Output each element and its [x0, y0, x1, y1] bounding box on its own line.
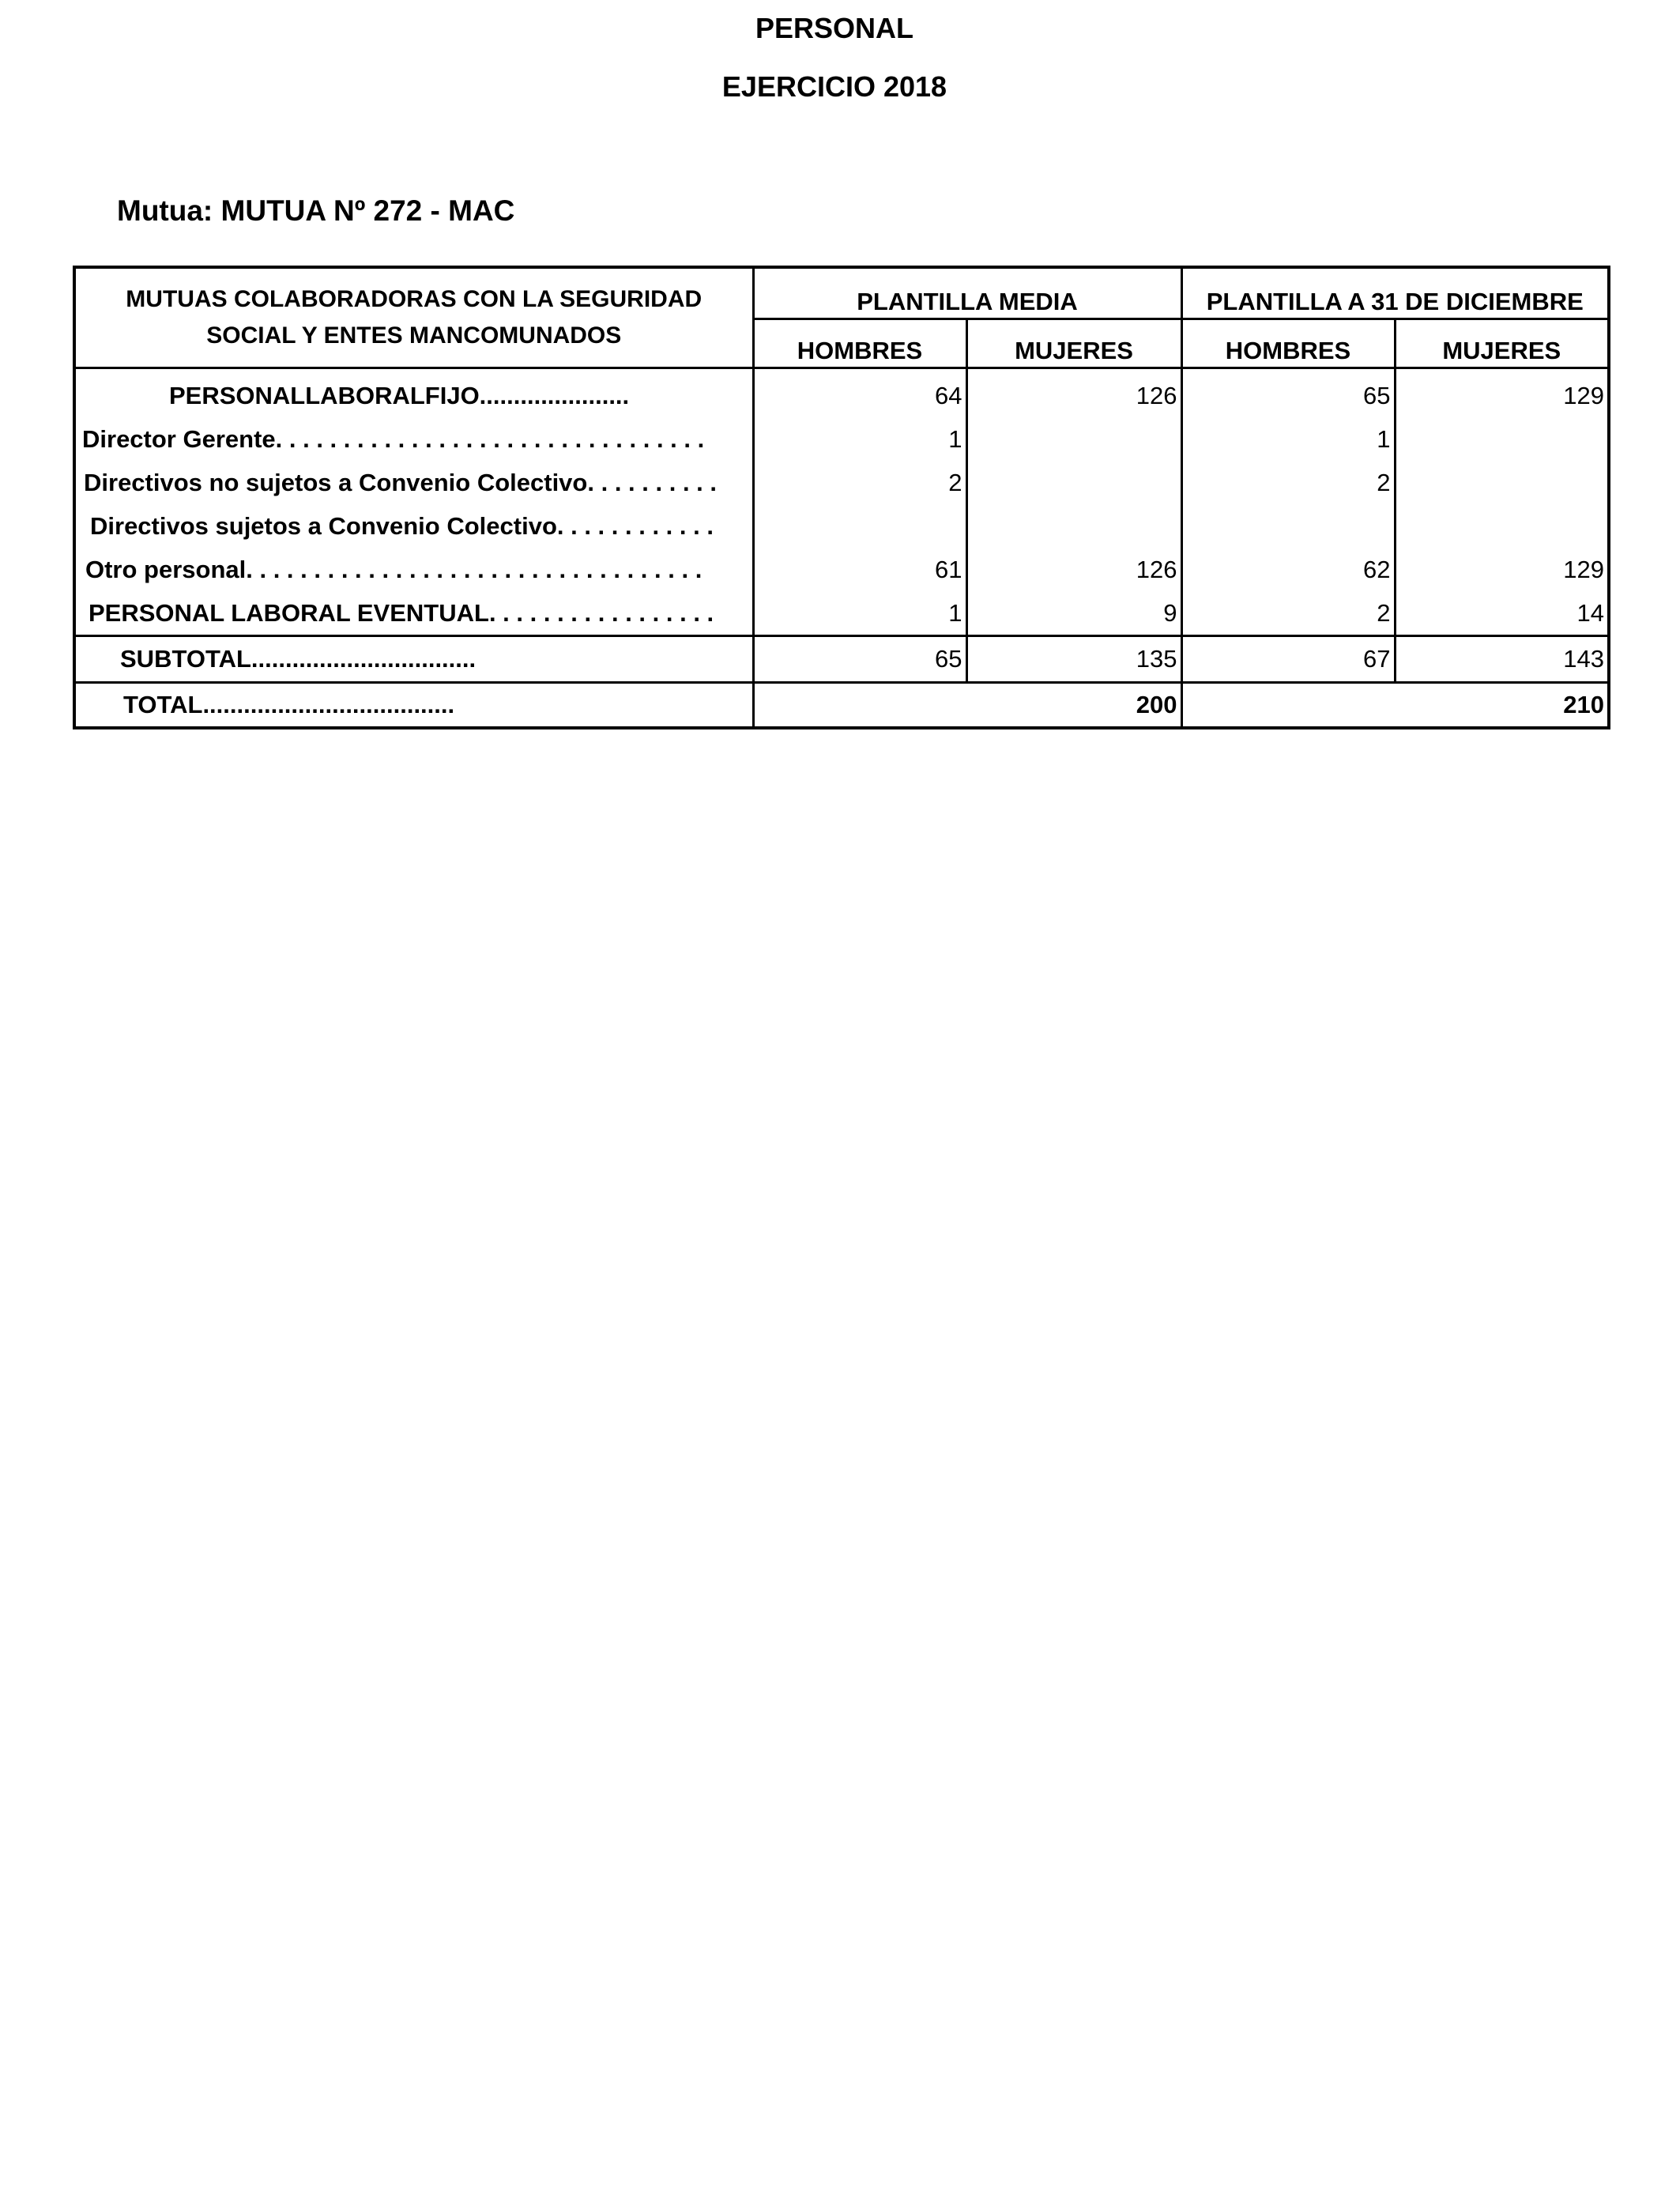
subtotal-row	[74, 636, 1609, 683]
row-label: Directivos no sujetos a Convenio Colectivo. . . . . . . . . .	[74, 461, 753, 504]
col-header-hombres-media: HOMBRES	[753, 319, 966, 368]
cell-mujeres-media	[966, 504, 1181, 548]
cell-hombres-diciembre: 65	[1181, 368, 1395, 418]
row-label: Director Gerente. . . . . . . . . . . . . . . . . . . . . . . . . . . . . . . .	[74, 417, 753, 461]
table-row	[74, 504, 1609, 548]
cell-mujeres-diciembre	[1395, 417, 1609, 461]
cell-mujeres-diciembre	[1395, 504, 1609, 548]
table-row	[74, 548, 1609, 591]
group-header-plantilla-diciembre: PLANTILLA A 31 DE DICIEMBRE	[1181, 267, 1609, 319]
total-label: TOTAL.....................................	[74, 683, 753, 729]
col-header-mujeres-media: MUJERES	[966, 319, 1181, 368]
cell-hombres-media: 1	[753, 591, 966, 636]
cell-mujeres-diciembre: 129	[1395, 548, 1609, 591]
corner-header-line1: MUTUAS COLABORADORAS CON LA SEGURIDAD	[126, 286, 703, 312]
cell-hombres-diciembre: 1	[1181, 417, 1395, 461]
row-label: Otro personal. . . . . . . . . . . . . . . . . . . . . . . . . . . . . . . . . .	[74, 548, 753, 591]
table-row	[74, 417, 1609, 461]
subtotal-mujeres-diciembre: 143	[1395, 636, 1609, 683]
row-label: PERSONAL LABORAL EVENTUAL. . . . . . . . . . . . . . . . .	[74, 591, 753, 636]
page-subtitle: EJERCICIO 2018	[721, 70, 947, 103]
subtotal-mujeres-media: 135	[966, 636, 1181, 683]
table-corner-header	[74, 267, 753, 368]
cell-mujeres-media: 126	[966, 368, 1181, 418]
cell-mujeres-media: 9	[966, 591, 1181, 636]
row-label: Directivos sujetos a Convenio Colectivo. . . . . . . . . . . .	[74, 504, 753, 548]
page-title: PERSONAL	[755, 12, 914, 44]
cell-hombres-media	[753, 504, 966, 548]
row-label: PERSONALLABORALFIJO......................	[74, 368, 753, 418]
total-plantilla-diciembre: 210	[1395, 683, 1609, 729]
col-header-hombres-diciembre: HOMBRES	[1181, 319, 1395, 368]
table-row	[74, 591, 1609, 636]
cell-hombres-media: 61	[753, 548, 966, 591]
table-row	[74, 368, 1609, 418]
cell-hombres-media: 64	[753, 368, 966, 418]
col-header-mujeres-diciembre: MUJERES	[1395, 319, 1609, 368]
cell-hombres-media: 1	[753, 417, 966, 461]
cell-hombres-diciembre: 62	[1181, 548, 1395, 591]
total-diciembre-spacer	[1181, 683, 1395, 729]
personal-table	[73, 266, 1610, 729]
table-row	[74, 461, 1609, 504]
subtotal-label: SUBTOTAL.................................	[74, 636, 753, 683]
cell-mujeres-diciembre	[1395, 461, 1609, 504]
subtotal-hombres-media: 65	[753, 636, 966, 683]
cell-hombres-diciembre: 2	[1181, 591, 1395, 636]
total-row	[74, 683, 1609, 729]
corner-header-line2: SOCIAL Y ENTES MANCOMUNADOS	[206, 322, 622, 349]
total-plantilla-media: 200	[966, 683, 1181, 729]
cell-mujeres-diciembre: 14	[1395, 591, 1609, 636]
subtotal-hombres-diciembre: 67	[1181, 636, 1395, 683]
cell-hombres-diciembre: 2	[1181, 461, 1395, 504]
cell-mujeres-media	[966, 417, 1181, 461]
cell-hombres-media: 2	[753, 461, 966, 504]
cell-mujeres-media: 126	[966, 548, 1181, 591]
cell-mujeres-media	[966, 461, 1181, 504]
mutua-label: Mutua: MUTUA Nº 272 - MAC	[117, 194, 515, 227]
total-media-spacer	[753, 683, 966, 729]
cell-hombres-diciembre	[1181, 504, 1395, 548]
group-header-plantilla-media: PLANTILLA MEDIA	[753, 267, 1181, 319]
cell-mujeres-diciembre: 129	[1395, 368, 1609, 418]
